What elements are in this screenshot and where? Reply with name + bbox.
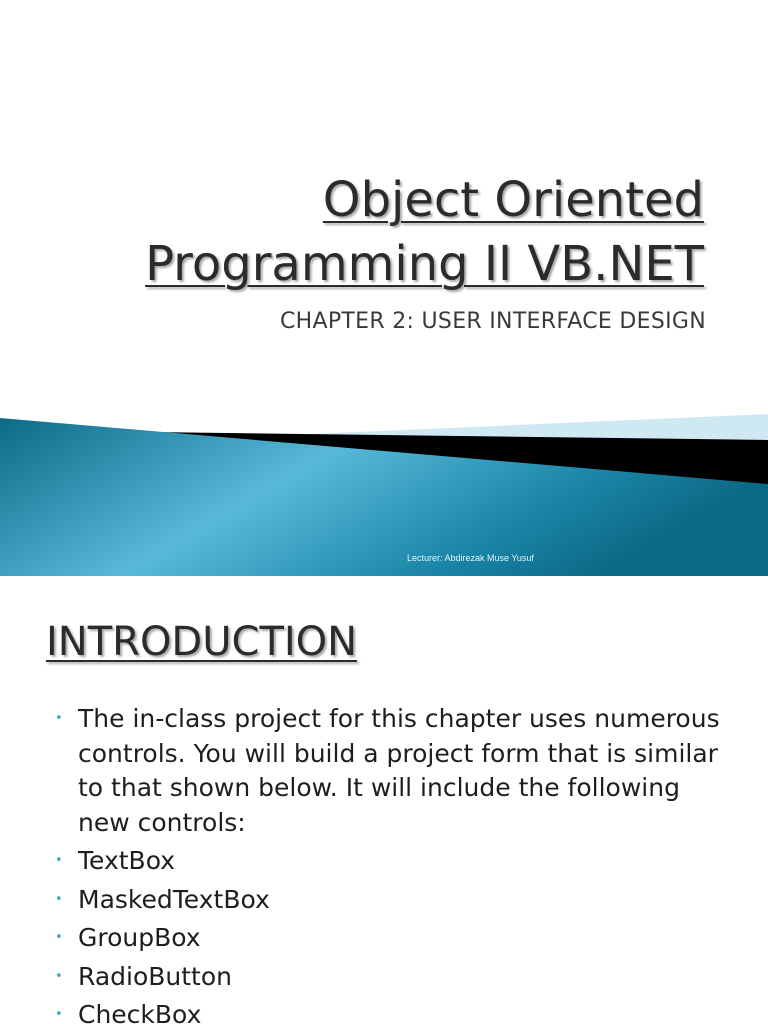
slide-title (145, 168, 704, 296)
bullet-item (52, 702, 732, 840)
bullet-text: MaskedTextBox (78, 884, 270, 914)
lecturer-footer: Lecturer: Abdirezak Muse Yusuf (407, 553, 534, 563)
bullet-item (52, 883, 732, 918)
bullet-item (52, 921, 732, 956)
bullet-item (52, 844, 732, 879)
bullet-dot-icon: • (55, 1007, 63, 1022)
bullet-list (52, 702, 732, 1024)
introduction-title: INTRODUCTION (46, 619, 358, 665)
bullet-dot-icon: • (55, 853, 63, 868)
slide-subtitle: CHAPTER 2: USER INTERFACE DESIGN (279, 309, 706, 334)
bullet-text: GroupBox (78, 923, 201, 952)
bullet-text: CheckBox (78, 1000, 202, 1024)
bullet-dot-icon: • (55, 711, 63, 726)
title-line-2: Programming II VB.NET (145, 236, 704, 292)
bullet-dot-icon: • (55, 968, 63, 984)
bullet-dot-icon: • (55, 891, 63, 907)
introduction-slide (0, 576, 768, 1024)
bullet-item (52, 960, 732, 995)
bullet-dot-icon: • (55, 930, 63, 945)
bullet-text: The in-class project for this chapter uses numerous controls. You will build a project form that is similar to that shown below. It will include the following new controls: (78, 704, 720, 837)
title-line-1: Object Oriented (322, 172, 704, 228)
bullet-item (52, 998, 732, 1024)
bullet-text: RadioButton (78, 961, 232, 991)
bullet-text: TextBox (78, 846, 176, 875)
